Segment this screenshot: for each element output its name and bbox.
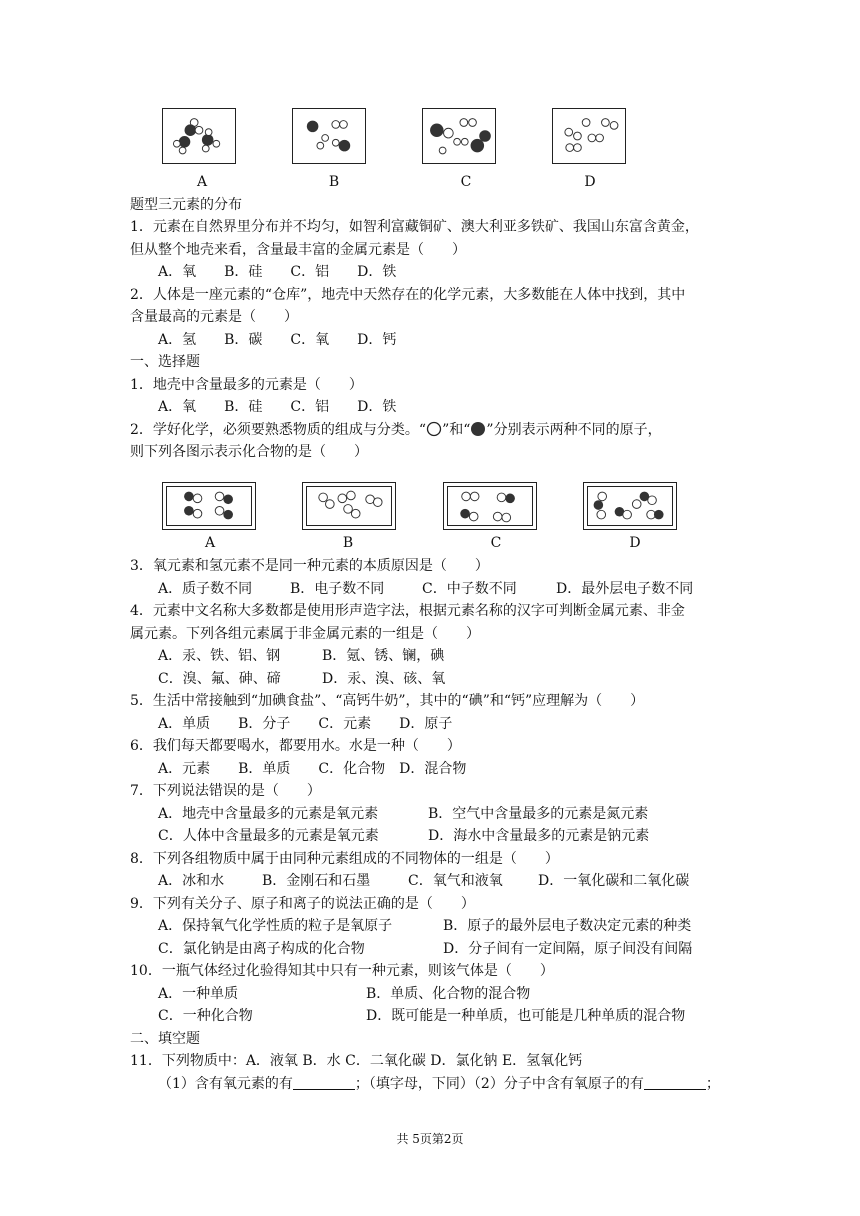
q2-figure-label-a: A xyxy=(204,535,216,551)
q2-molecule-diagram-b xyxy=(303,483,395,529)
p1-q10-stem: 10．一瓶气体经过化验得知其中只有一种元素，则该气体是（ ） xyxy=(130,963,554,979)
p1-q8-option-c: C．氧气和液氧 xyxy=(408,873,503,889)
p1-q9-stem: 9．下列有关分子、原子和离子的说法正确的是（ ） xyxy=(130,896,475,912)
p1-q8-option-b: B．金刚石和石墨 xyxy=(262,873,371,889)
p1-q2-stem-part-c: ”分别表示两种不同的原子， xyxy=(486,422,662,438)
s3-q1-stem-line2: 但从整个地壳来看，含量最丰富的金属元素是（ ） xyxy=(130,242,466,258)
s3-q1-options: A．氧 B．硅 C．铝 D．铁 xyxy=(158,264,397,280)
p1-q6-stem: 6．我们每天都要喝水，都要用水。水是一种（ ） xyxy=(130,738,461,754)
p1-q2-stem-part-b: ”和“ xyxy=(442,422,471,438)
q2-molecule-diagram-d xyxy=(584,483,676,529)
p2-q11-sub2-end: ； xyxy=(705,1076,720,1092)
p1-q9-option-d: D．分子间有一定间隔，原子间没有间隔 xyxy=(443,941,693,957)
molecule-diagram-a xyxy=(163,109,235,163)
p1-q4-stem-line2: 属元素。下列各组元素属于非金属元素的一组是（ ） xyxy=(130,626,480,642)
q2-figure-b xyxy=(302,482,396,530)
p1-q10-option-d: D．既可能是一种单质，也可能是几种单质的混合物 xyxy=(366,1008,686,1024)
p1-q2-stem-line2: 则下列各图示表示化合物的是（ ） xyxy=(130,444,368,460)
p1-q8-option-a: A．冰和水 xyxy=(158,873,225,889)
s3-q2-stem-line2: 含量最高的元素是（ ） xyxy=(130,309,298,325)
p1-q10-option-a: A．一种单质 xyxy=(158,986,239,1002)
p1-q3-option-d: D．最外层电子数不同 xyxy=(556,581,694,597)
p2-q11-stem: 11．下列物质中：A．液氧 B．水 C．二氧化碳 D．氯化钠 E．氢氧化钙 xyxy=(130,1053,583,1069)
top-figure-b xyxy=(292,108,366,164)
s3-q2-options: A．氢 B．碳 C．氧 D．钙 xyxy=(158,332,397,348)
section-heading: 题型三元素的分布 xyxy=(130,197,242,213)
p1-q3-stem: 3．氧元素和氢元素不是同一种元素的本质原因是（ ） xyxy=(130,558,489,574)
top-figure-a xyxy=(162,108,236,164)
p1-q9-option-b: B．原子的最外层电子数决定元素的种类 xyxy=(443,918,692,934)
part2-heading: 二、填空题 xyxy=(130,1031,200,1047)
p1-q1-stem: 1．地壳中含量最多的元素是（ ） xyxy=(130,377,363,393)
top-figure-d xyxy=(552,108,626,164)
p1-q3-option-c: C．中子数不同 xyxy=(422,581,517,597)
p1-q4-option-b: B．氪、锈、镧，碘 xyxy=(322,648,445,664)
p1-q8-stem: 8．下列各组物质中属于由同种元素组成的不同物体的一组是（ ） xyxy=(130,851,559,867)
top-figure-label-b: B xyxy=(328,174,340,190)
answer-blank-2[interactable] xyxy=(644,1075,706,1090)
p1-q2-stem-part-a: 2．学好化学，必须要熟悉物质的组成与分类。“ xyxy=(130,422,427,438)
p1-q7-option-b: B．空气中含量最多的元素是氮元素 xyxy=(428,806,649,822)
molecule-diagram-c xyxy=(423,109,495,163)
molecule-diagram-d xyxy=(553,109,625,163)
q2-molecule-diagram-c xyxy=(444,483,536,529)
p1-q4-option-d: D．汞、溴、硋、氧 xyxy=(322,671,446,687)
p2-q11-sub1-label: （1）含有氧元素的有 xyxy=(158,1076,293,1092)
p1-q6-options: A．元素 B．单质 C．化合物 D．混合物 xyxy=(158,761,467,777)
top-figure-c xyxy=(422,108,496,164)
p2-q11-subquestions xyxy=(158,1075,720,1093)
q2-molecule-diagram-a xyxy=(163,483,255,529)
p1-q2-stem-line1 xyxy=(130,421,662,439)
top-figure-label-c: C xyxy=(460,174,472,190)
black-atom-icon xyxy=(470,421,486,437)
top-figure-label-d: D xyxy=(584,174,596,190)
answer-blank-1[interactable] xyxy=(293,1075,355,1090)
p1-q3-option-b: B．电子数不同 xyxy=(290,581,385,597)
p1-q8-option-d: D．一氧化碳和二氧化碳 xyxy=(538,873,690,889)
p1-q5-options: A．单质 B．分子 C．元素 D．原子 xyxy=(158,716,453,732)
p1-q10-option-b: B．单质、化合物的混合物 xyxy=(366,986,531,1002)
p1-q3-option-a: A．质子数不同 xyxy=(158,581,253,597)
molecule-diagram-b xyxy=(293,109,365,163)
part1-heading: 一、选择题 xyxy=(130,354,200,370)
white-atom-icon xyxy=(426,421,442,437)
p2-q11-sub2-label: ；（填字母，下同）（2）分子中含有氧原子的有 xyxy=(354,1076,644,1092)
q2-figure-c xyxy=(443,482,537,530)
p1-q4-option-c: C．溴、氟、砷、碲 xyxy=(158,671,281,687)
p1-q7-stem: 7．下列说法错误的是（ ） xyxy=(130,783,321,799)
p1-q9-option-c: C．氯化钠是由离子构成的化合物 xyxy=(158,941,365,957)
q2-figure-label-b: B xyxy=(342,535,354,551)
s3-q2-stem-line1: 2．人体是一座元素的“仓库”，地壳中天然存在的化学元素，大多数能在人体中找到，其中 xyxy=(130,287,686,303)
q2-figure-label-c: C xyxy=(490,535,502,551)
p1-q7-option-a: A．地壳中含量最多的元素是氧元素 xyxy=(158,806,379,822)
s3-q1-stem-line1: 1．元素在自然界里分布并不均匀，如智利富藏铜矿、澳大利亚多铁矿、我国山东富含黄金， xyxy=(130,219,699,235)
p1-q7-option-c: C．人体中含量最多的元素是氧元素 xyxy=(158,828,379,844)
p1-q4-option-a: A．汞、铁、铝、钢 xyxy=(158,648,281,664)
p1-q9-option-a: A．保持氧气化学性质的粒子是氧原子 xyxy=(158,918,393,934)
q2-figure-label-d: D xyxy=(629,535,641,551)
p1-q1-options: A．氧 B．硅 C．铝 D．铁 xyxy=(158,399,397,415)
q2-figure-d xyxy=(583,482,677,530)
p1-q4-stem-line1: 4．元素中文名称大多数都是使用形声造字法，根据元素名称的汉字可判断金属元素、非金 xyxy=(130,603,685,619)
p1-q10-option-c: C．一种化合物 xyxy=(158,1008,253,1024)
q2-figure-a xyxy=(162,482,256,530)
top-figure-label-a: A xyxy=(196,174,208,190)
p1-q7-option-d: D．海水中含量最多的元素是钠元素 xyxy=(428,828,650,844)
p1-q5-stem: 5．生活中常接触到“加碘食盐”、“高钙牛奶”，其中的“碘”和“钙”应理解为（ ） xyxy=(130,693,645,709)
page-footer: 共 5页第2页 xyxy=(396,1132,464,1146)
